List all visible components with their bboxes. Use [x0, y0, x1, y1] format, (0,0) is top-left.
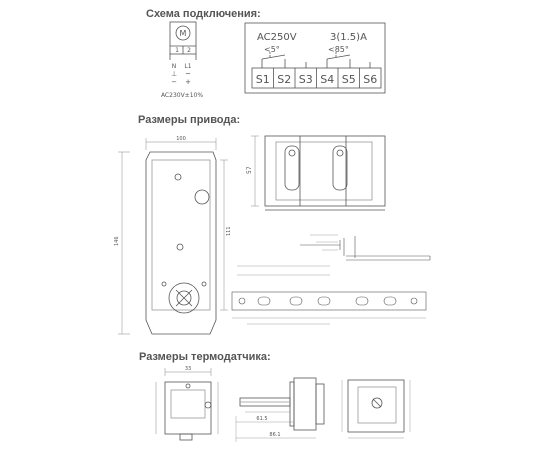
- pin-1-label: 1: [175, 47, 179, 54]
- terminal-label-s3: S3: [298, 73, 313, 86]
- bracket-dimensions: [237, 235, 338, 275]
- motor-label: M: [179, 29, 187, 38]
- terminal-label-s5: S5: [341, 73, 356, 86]
- thermostat-front-view: [165, 382, 211, 440]
- thermostat-heading: Размеры термодатчика:: [139, 351, 271, 363]
- actuator-heading: Размеры привода:: [138, 114, 241, 126]
- actuator-width-label: 100: [176, 136, 186, 142]
- mounting-bracket-plate: [232, 292, 426, 310]
- actuator-inner-height-label: 111: [226, 226, 232, 236]
- thermostat-width-label: 33: [184, 366, 192, 372]
- thermostat-side-view: [240, 378, 324, 430]
- legend-minus: −: [171, 78, 177, 86]
- actuator-side-height-label: 57: [246, 166, 253, 174]
- actuator-front-view: [146, 152, 216, 334]
- thermostat-dim-86: 86.1: [269, 432, 281, 438]
- actuator-side-view: [265, 136, 385, 210]
- terminal-label-s2: S2: [277, 73, 292, 86]
- legend-n: N: [171, 63, 177, 70]
- angle-low: <5°: [264, 45, 280, 54]
- legend-tilde: ~: [185, 70, 191, 78]
- legend-l1: L1: [184, 63, 192, 70]
- motor-wiring-symbol: [170, 22, 196, 60]
- terminal-label-s1: S1: [255, 73, 270, 86]
- wiring-heading: Схема подключения:: [146, 8, 261, 20]
- supply-voltage: AC230V±10%: [160, 92, 204, 99]
- mounting-bracket-top: [300, 236, 430, 260]
- pin-2-label: 2: [187, 47, 191, 54]
- switch-current: 3(1.5)A: [330, 32, 367, 43]
- thermostat-dim-61: 61.5: [256, 416, 268, 422]
- actuator-dimensions: [118, 138, 228, 334]
- legend-gnd: ⊥: [170, 70, 178, 78]
- legend-plus: +: [185, 78, 191, 86]
- switch-voltage: AC250V: [257, 32, 297, 43]
- terminal-label-s6: S6: [363, 73, 378, 86]
- angle-high: <85°: [328, 45, 349, 54]
- terminal-label-s4: S4: [320, 73, 335, 86]
- actuator-height-label: 146: [114, 236, 120, 246]
- thermostat-back-view: [348, 380, 404, 432]
